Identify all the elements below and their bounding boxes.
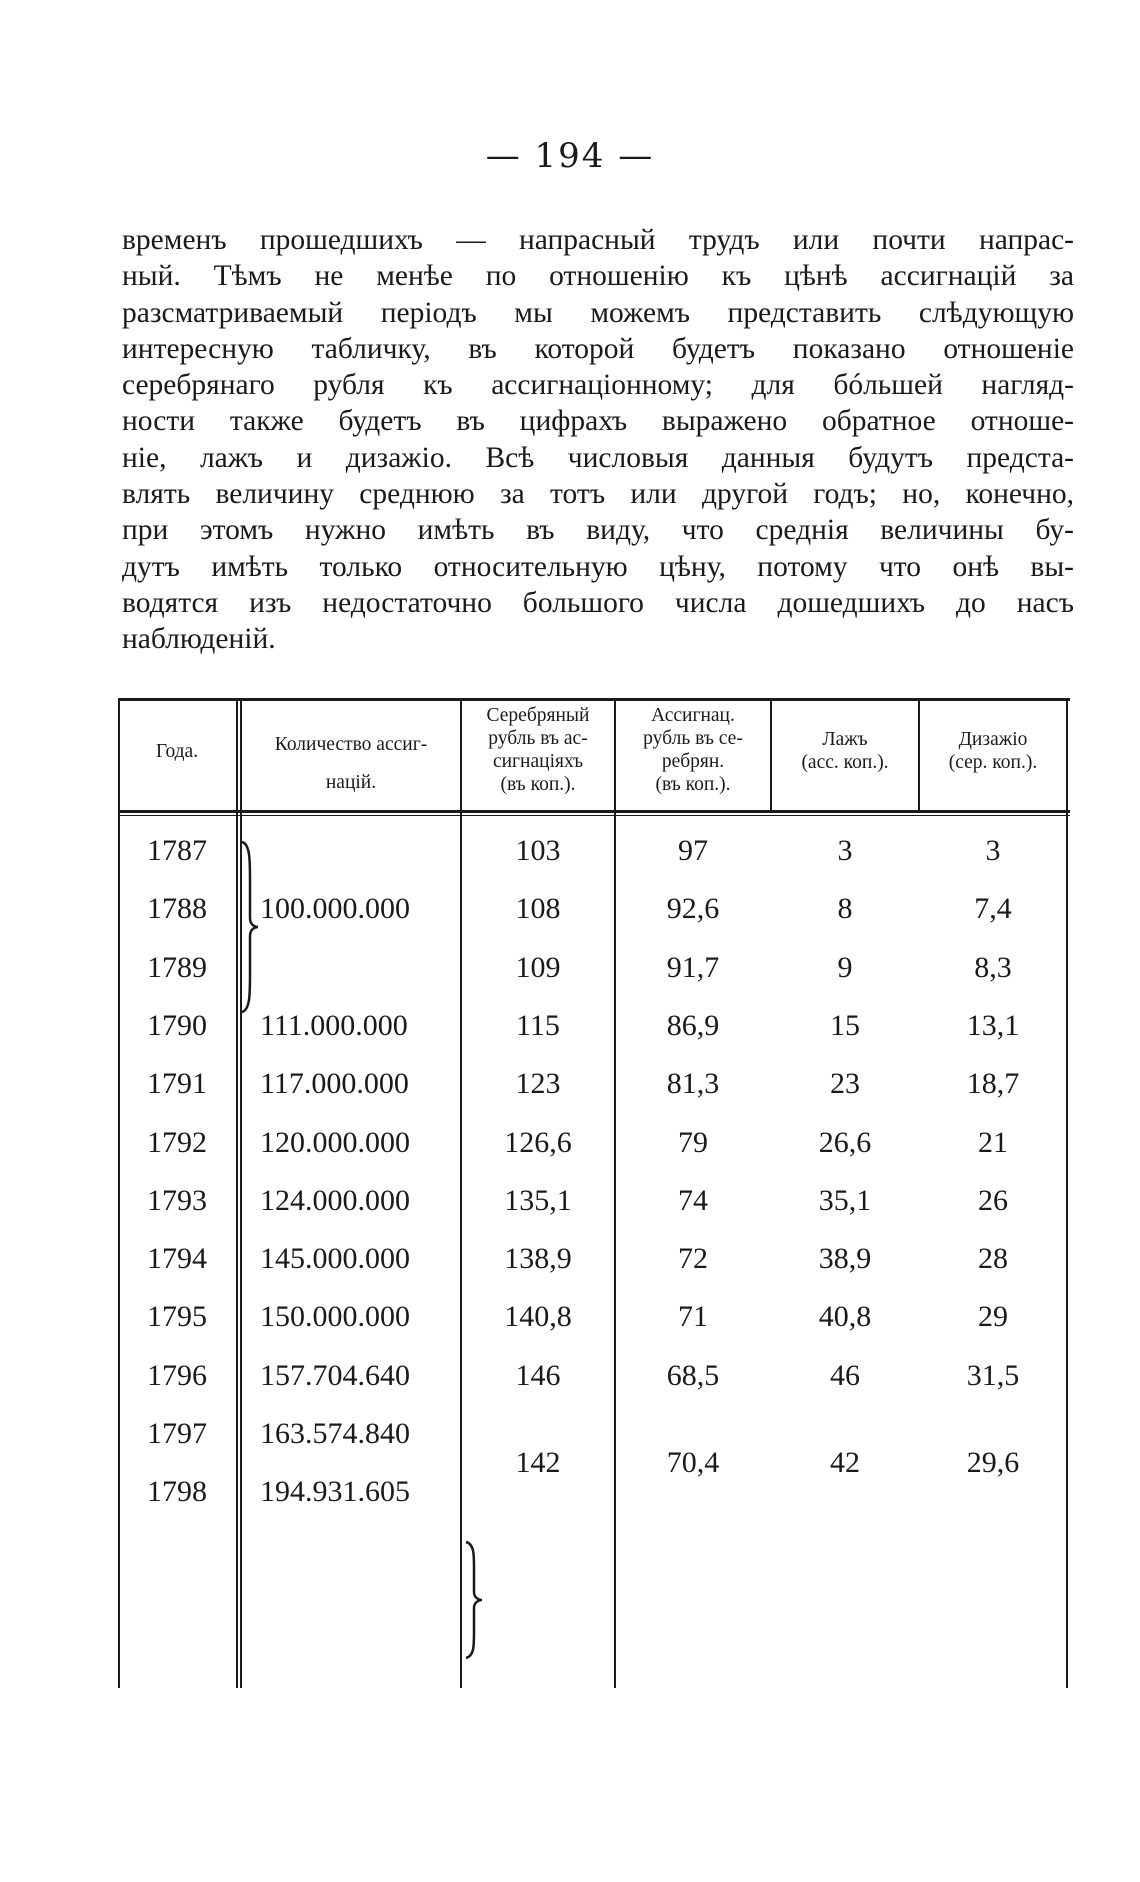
cell-assign: 70,4: [666, 1446, 720, 1480]
paragraph-line: наблюденій.: [122, 623, 276, 656]
paragraph-line: при этомъ нужно имѣть въ виду, что среднія величины бу-: [122, 514, 1074, 547]
cell-silver: 142: [515, 1446, 561, 1480]
cell-disagio: 13,1: [966, 1008, 1020, 1042]
header-lazh: [772, 728, 918, 774]
header-line: (сер. коп.).: [948, 752, 1038, 773]
column-divider: [236, 698, 238, 1688]
header-line: ребрян.: [661, 751, 725, 772]
cell-year: 1794: [147, 1242, 207, 1276]
cell-year: 1788: [147, 892, 207, 926]
cell-assign: 71: [678, 1300, 708, 1334]
data-table: [118, 698, 1070, 1698]
header-line: рубль въ ас-: [488, 728, 588, 749]
cell-quantity: 157.704.640: [260, 1358, 410, 1392]
cell-year: 1792: [147, 1125, 207, 1159]
cell-silver: 138,9: [504, 1242, 572, 1276]
cell-quantity: 124.000.000: [260, 1183, 410, 1217]
cell-silver: 123: [515, 1067, 561, 1101]
cell-year: 1795: [147, 1300, 207, 1334]
table-header-rule-2: [118, 815, 1070, 816]
table-header-rule: [118, 810, 1070, 813]
paragraph-line: временъ прошедшихъ — напрасный трудъ или почти напрас-: [122, 224, 1074, 256]
cell-quantity: 111.000.000: [260, 1008, 408, 1042]
paragraph-line: дутъ имѣть только относительную цѣну, потому что онѣ вы-: [122, 550, 1074, 583]
cell-silver: 135,1: [504, 1183, 572, 1217]
cell-assign: 86,9: [666, 1008, 720, 1042]
paragraph-line: влять величину среднюю за тотъ или другой годъ; но, конечно,: [122, 478, 1074, 511]
cell-silver: 140,8: [504, 1300, 572, 1334]
cell-lazh: 9: [837, 950, 853, 984]
header-line: націй.: [325, 772, 377, 793]
paragraph-line: ніе, лажъ и дизажіо. Всѣ числовыя данныя будутъ предста-: [122, 441, 1074, 474]
cell-silver: 109: [515, 950, 561, 984]
cell-disagio: 21: [978, 1125, 1008, 1159]
cell-year: 1791: [147, 1067, 207, 1101]
paragraph-line: водятся изъ недостаточно большого числа дошедшихъ до насъ: [122, 586, 1074, 619]
cell-year: 1796: [147, 1358, 207, 1392]
cell-quantity: 150.000.000: [260, 1300, 410, 1334]
header-line: рубль въ се-: [643, 728, 743, 749]
header-assign: [616, 704, 770, 796]
cell-year: 1789: [147, 950, 207, 984]
cell-disagio: 3: [985, 834, 1001, 867]
cell-year: 1797: [147, 1417, 207, 1450]
cell-assign: 97: [678, 834, 708, 867]
cell-lazh: 35,1: [818, 1183, 872, 1217]
cell-lazh: 3: [837, 834, 853, 867]
paragraph: [122, 222, 1074, 658]
cell-lazh: 46: [830, 1358, 860, 1392]
cell-lazh: 26,6: [818, 1125, 872, 1159]
header-line: Дизажіо: [958, 729, 1028, 750]
paragraph-line: интересную табличку, въ которой будетъ показано отношеніе: [122, 332, 1074, 365]
cell-quantity: 120.000.000: [260, 1125, 410, 1159]
cell-assign: 92,6: [666, 892, 720, 926]
paragraph-line: ный. Тѣмъ не менѣе по отношенію къ цѣнѣ ассигнацій за: [122, 260, 1074, 293]
cell-assign: 79: [678, 1125, 708, 1159]
header-line: Серебряный: [486, 705, 590, 726]
cell-year: 1793: [147, 1183, 207, 1217]
brace-1797-1798: [464, 1540, 484, 1664]
header-line: Лажъ: [822, 729, 868, 750]
cell-lazh: 40,8: [818, 1300, 872, 1334]
cell-disagio: 29,6: [966, 1446, 1020, 1480]
table-top-rule: [118, 698, 1070, 701]
cell-disagio: 31,5: [966, 1358, 1020, 1392]
cell-disagio: 29: [978, 1300, 1008, 1334]
cell-silver: 108: [515, 892, 561, 926]
cell-lazh: 15: [830, 1008, 860, 1042]
header-year: [118, 740, 236, 763]
paragraph-line: разсматриваемый періодъ мы можемъ представить слѣдующую: [122, 296, 1074, 329]
cell-silver: 115: [516, 1008, 560, 1042]
cell-lazh: 8: [837, 892, 853, 926]
header-line: сигнаціяхъ: [492, 751, 584, 772]
cell-quantity: 100.000.000: [260, 892, 410, 926]
cell-assign: 81,3: [666, 1067, 720, 1101]
cell-year: 1790: [147, 1008, 207, 1042]
table-right-border: [1066, 698, 1068, 1688]
cell-quantity: 194.931.605: [260, 1475, 410, 1509]
brace-1787-1789: [240, 840, 260, 1018]
cell-year: 1798: [147, 1475, 207, 1509]
paragraph-line: ности также будетъ въ цифрахъ выражено обратное отноше-: [122, 405, 1074, 438]
header-line: (въ коп.).: [655, 774, 731, 795]
cell-quantity: 163.574.840: [260, 1417, 410, 1450]
cell-year: 1787: [147, 834, 207, 867]
header-line: Количество ассиг-: [274, 734, 428, 755]
cell-silver: 103: [515, 834, 561, 867]
cell-lazh: 38,9: [818, 1242, 872, 1276]
cell-quantity: 145.000.000: [260, 1242, 410, 1276]
cell-lazh: 42: [830, 1446, 860, 1480]
header-quantity: [242, 726, 460, 802]
cell-assign: 74: [678, 1183, 708, 1217]
header-line: (асс. коп.).: [801, 752, 889, 773]
cell-silver: 126,6: [504, 1125, 572, 1159]
cell-lazh: 23: [830, 1067, 860, 1101]
header-silver: [462, 704, 614, 796]
cell-disagio: 28: [978, 1242, 1008, 1276]
header-line: Года.: [155, 741, 199, 762]
cell-assign: 68,5: [666, 1358, 720, 1392]
cell-disagio: 26: [978, 1183, 1008, 1217]
header-line: (въ коп.).: [500, 774, 576, 795]
cell-quantity: 117.000.000: [260, 1067, 409, 1101]
cell-disagio: 8,3: [974, 950, 1012, 984]
cell-silver: 146: [515, 1358, 561, 1392]
cell-disagio: 18,7: [966, 1067, 1020, 1101]
cell-assign: 72: [678, 1242, 708, 1276]
header-line: Ассигнац.: [651, 705, 735, 726]
page-number: — 194 —: [485, 136, 655, 176]
header-disagio: [920, 728, 1066, 774]
cell-disagio: 7,4: [974, 892, 1012, 926]
cell-assign: 91,7: [666, 950, 720, 984]
paragraph-line: серебрянаго рубля къ ассигнаціонному; для бóльшей нагляд-: [122, 369, 1074, 402]
